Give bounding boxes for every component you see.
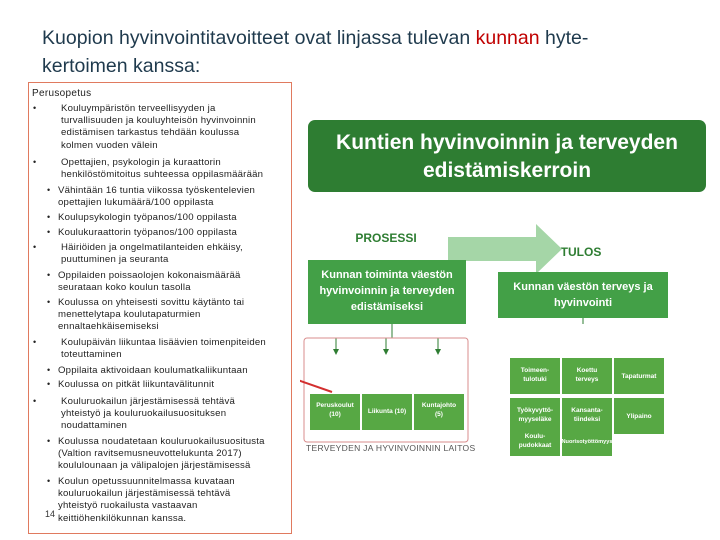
bullet-marker: • — [47, 270, 51, 280]
title-line2: kertoimen kanssa: — [42, 55, 201, 77]
page-number: 14 — [45, 509, 56, 519]
result-box-3-1: Tapaturmat — [621, 373, 657, 380]
bullet-line: yhteistyö ruokailusta vastaavan — [58, 500, 198, 512]
bullet-line: Vähintään 16 tuntia viikossa työskentelevien — [58, 185, 256, 196]
result-box-2-2: terveys — [575, 376, 599, 383]
bullet-line: noudattaminen — [61, 420, 128, 432]
bullet-line: puuttuminen ja seuranta — [61, 254, 169, 266]
bullet-marker: • — [47, 227, 51, 237]
diagram-footer: TERVEYDEN JA HYVINVOINNIN LAITOS — [306, 443, 476, 453]
diagram-header-line2: edistämiskerroin — [422, 159, 592, 182]
process-box-perusk-1: Peruskoulut — [316, 402, 354, 409]
result-box-1-1: Toimeen- — [520, 367, 550, 374]
bullet-line: henkilöstömitoitus suhteessa oppilasmäärään — [61, 169, 264, 181]
process-text-1: Kunnan toiminta väestön — [321, 269, 453, 281]
bullet-line: Koulussa on pitkät liikuntavälitunnit — [58, 379, 215, 390]
bullet-line: Oppilaiden poissaolojen kokonaismäärää — [58, 270, 241, 281]
bullet-marker: • — [47, 379, 51, 389]
bullet-line: yhteistyö ja kouluruokailusuosituksen — [61, 408, 227, 420]
result-box-4-1: Työkyvyttö- — [517, 407, 553, 414]
bullet-line: Koulussa on yhteisesti sovittu käytänto tai — [58, 297, 245, 308]
result-box-6-1: Ylipaino — [626, 413, 652, 420]
bullet-marker: • — [47, 297, 51, 307]
bullet-line: kolmen vuoden välein — [61, 139, 158, 151]
process-box-liikunta-1: Liikunta (10) — [367, 408, 407, 415]
bullet-line: toteuttaminen — [61, 349, 122, 361]
title-highlight: kunnan — [475, 27, 540, 49]
bullet-marker: • — [47, 436, 51, 446]
bullet-line: ennaltaehkäisemiseksi — [58, 321, 159, 333]
bullet-marker: • — [33, 157, 37, 167]
result-box-5-1: Kansanta- — [571, 407, 603, 414]
diagram-svg — [300, 112, 712, 457]
slide-title — [42, 24, 682, 80]
result-panel — [498, 272, 668, 318]
bullet-line: Koulupsykologin työpanos/100 oppilasta — [58, 212, 237, 223]
bullet-line: Kouluruokailun järjestämisessä tehtävä — [61, 396, 235, 407]
result-box-7-2: pudokkaat — [518, 442, 552, 449]
bullet-line: Oppilaita aktivoidaan koulumatkaliikuntaan — [58, 365, 248, 376]
left-heading: Perusopetus — [32, 88, 92, 99]
process-label: PROSESSI — [355, 231, 417, 245]
diagram-header-line1: Kuntien hyvinvoinnin ja terveyden — [336, 131, 678, 154]
red-pointer-arrow — [300, 376, 332, 392]
bullet-marker: • — [47, 476, 51, 486]
bullet-line: koululounaan ja välipalojen järjestämisessä — [58, 460, 251, 472]
result-box-4-2: myyseläke — [518, 416, 552, 423]
bullet-marker: • — [47, 185, 51, 195]
process-box-kuntajohto-2: (5) — [435, 411, 443, 418]
bullet-line: Häiriöiden ja ongelmatilanteiden ehkäisy, — [61, 242, 243, 253]
bullet-line: keittiöhenkilökunnan kanssa. — [58, 512, 187, 524]
bullet-marker: • — [33, 103, 37, 113]
result-box-5-2: tiindeksi — [573, 416, 601, 423]
bullet-line: kouluruokailun järjestämisessä tehtävä — [58, 488, 231, 500]
bullet-line: seurataan koko koulun tasolla — [58, 282, 191, 294]
bullet-line: menettelytapa koulutapaturmien — [58, 309, 201, 321]
process-box-kuntajohto-1: Kuntajohto — [421, 402, 457, 409]
result-box-2-1: Koettu — [576, 367, 598, 374]
result-box-7-1: Koulu- — [524, 433, 546, 440]
title-part2: hyte- — [539, 27, 589, 49]
bullet-line: Koulussa noudatetaan kouluruokailusuositusta — [58, 436, 265, 447]
bullet-marker: • — [47, 212, 51, 222]
bullet-line: opettajien lukumäärä/100 oppilasta — [58, 197, 214, 209]
bullet-line: edistämisen tarkastus tehdään koulussa — [61, 127, 240, 139]
bullet-line: Koulukuraattorin työpanos/100 oppilasta — [58, 227, 238, 238]
result-text-1: Kunnan väestön terveys ja — [513, 281, 653, 293]
diagram-image — [300, 112, 712, 462]
result-box-8-1: Nuorisotyöttömyys — [561, 439, 613, 445]
result-box-koulupudokkaat — [510, 426, 560, 456]
bullet-line: Koulupäivän liikuntaa lisäävien toimenpiteiden — [61, 337, 266, 348]
bullet-line: Koulun opetussuunnitelmassa kuvataan — [58, 476, 235, 487]
result-label: TULOS — [560, 245, 602, 259]
process-text-2: hyvinvoinnin ja terveyden — [319, 285, 455, 297]
result-text-2: hyvinvointi — [553, 297, 613, 309]
bullet-marker: • — [33, 242, 37, 252]
process-text-3: edistämiseksi — [350, 301, 424, 313]
bullet-marker: • — [47, 365, 51, 375]
bullet-line: turvallisuuden ja kouluyhteisön hyvinvoinnin — [61, 115, 256, 127]
bullet-marker: • — [33, 396, 37, 406]
result-box-1-2: tulotuki — [523, 376, 547, 383]
bullet-line: Opettajien, psykologin ja kuraattorin — [61, 157, 221, 168]
bullet-line: Kouluympäristön terveellisyyden ja — [61, 103, 216, 114]
bullet-marker: • — [33, 337, 37, 347]
process-box-perusk-2: (10) — [329, 411, 341, 418]
title-part1: Kuopion hyvinvointitavoitteet ovat linjassa tulevan — [42, 27, 476, 49]
bullet-line: (Valtion ravitsemusneuvottelukunta 2017) — [58, 448, 242, 460]
